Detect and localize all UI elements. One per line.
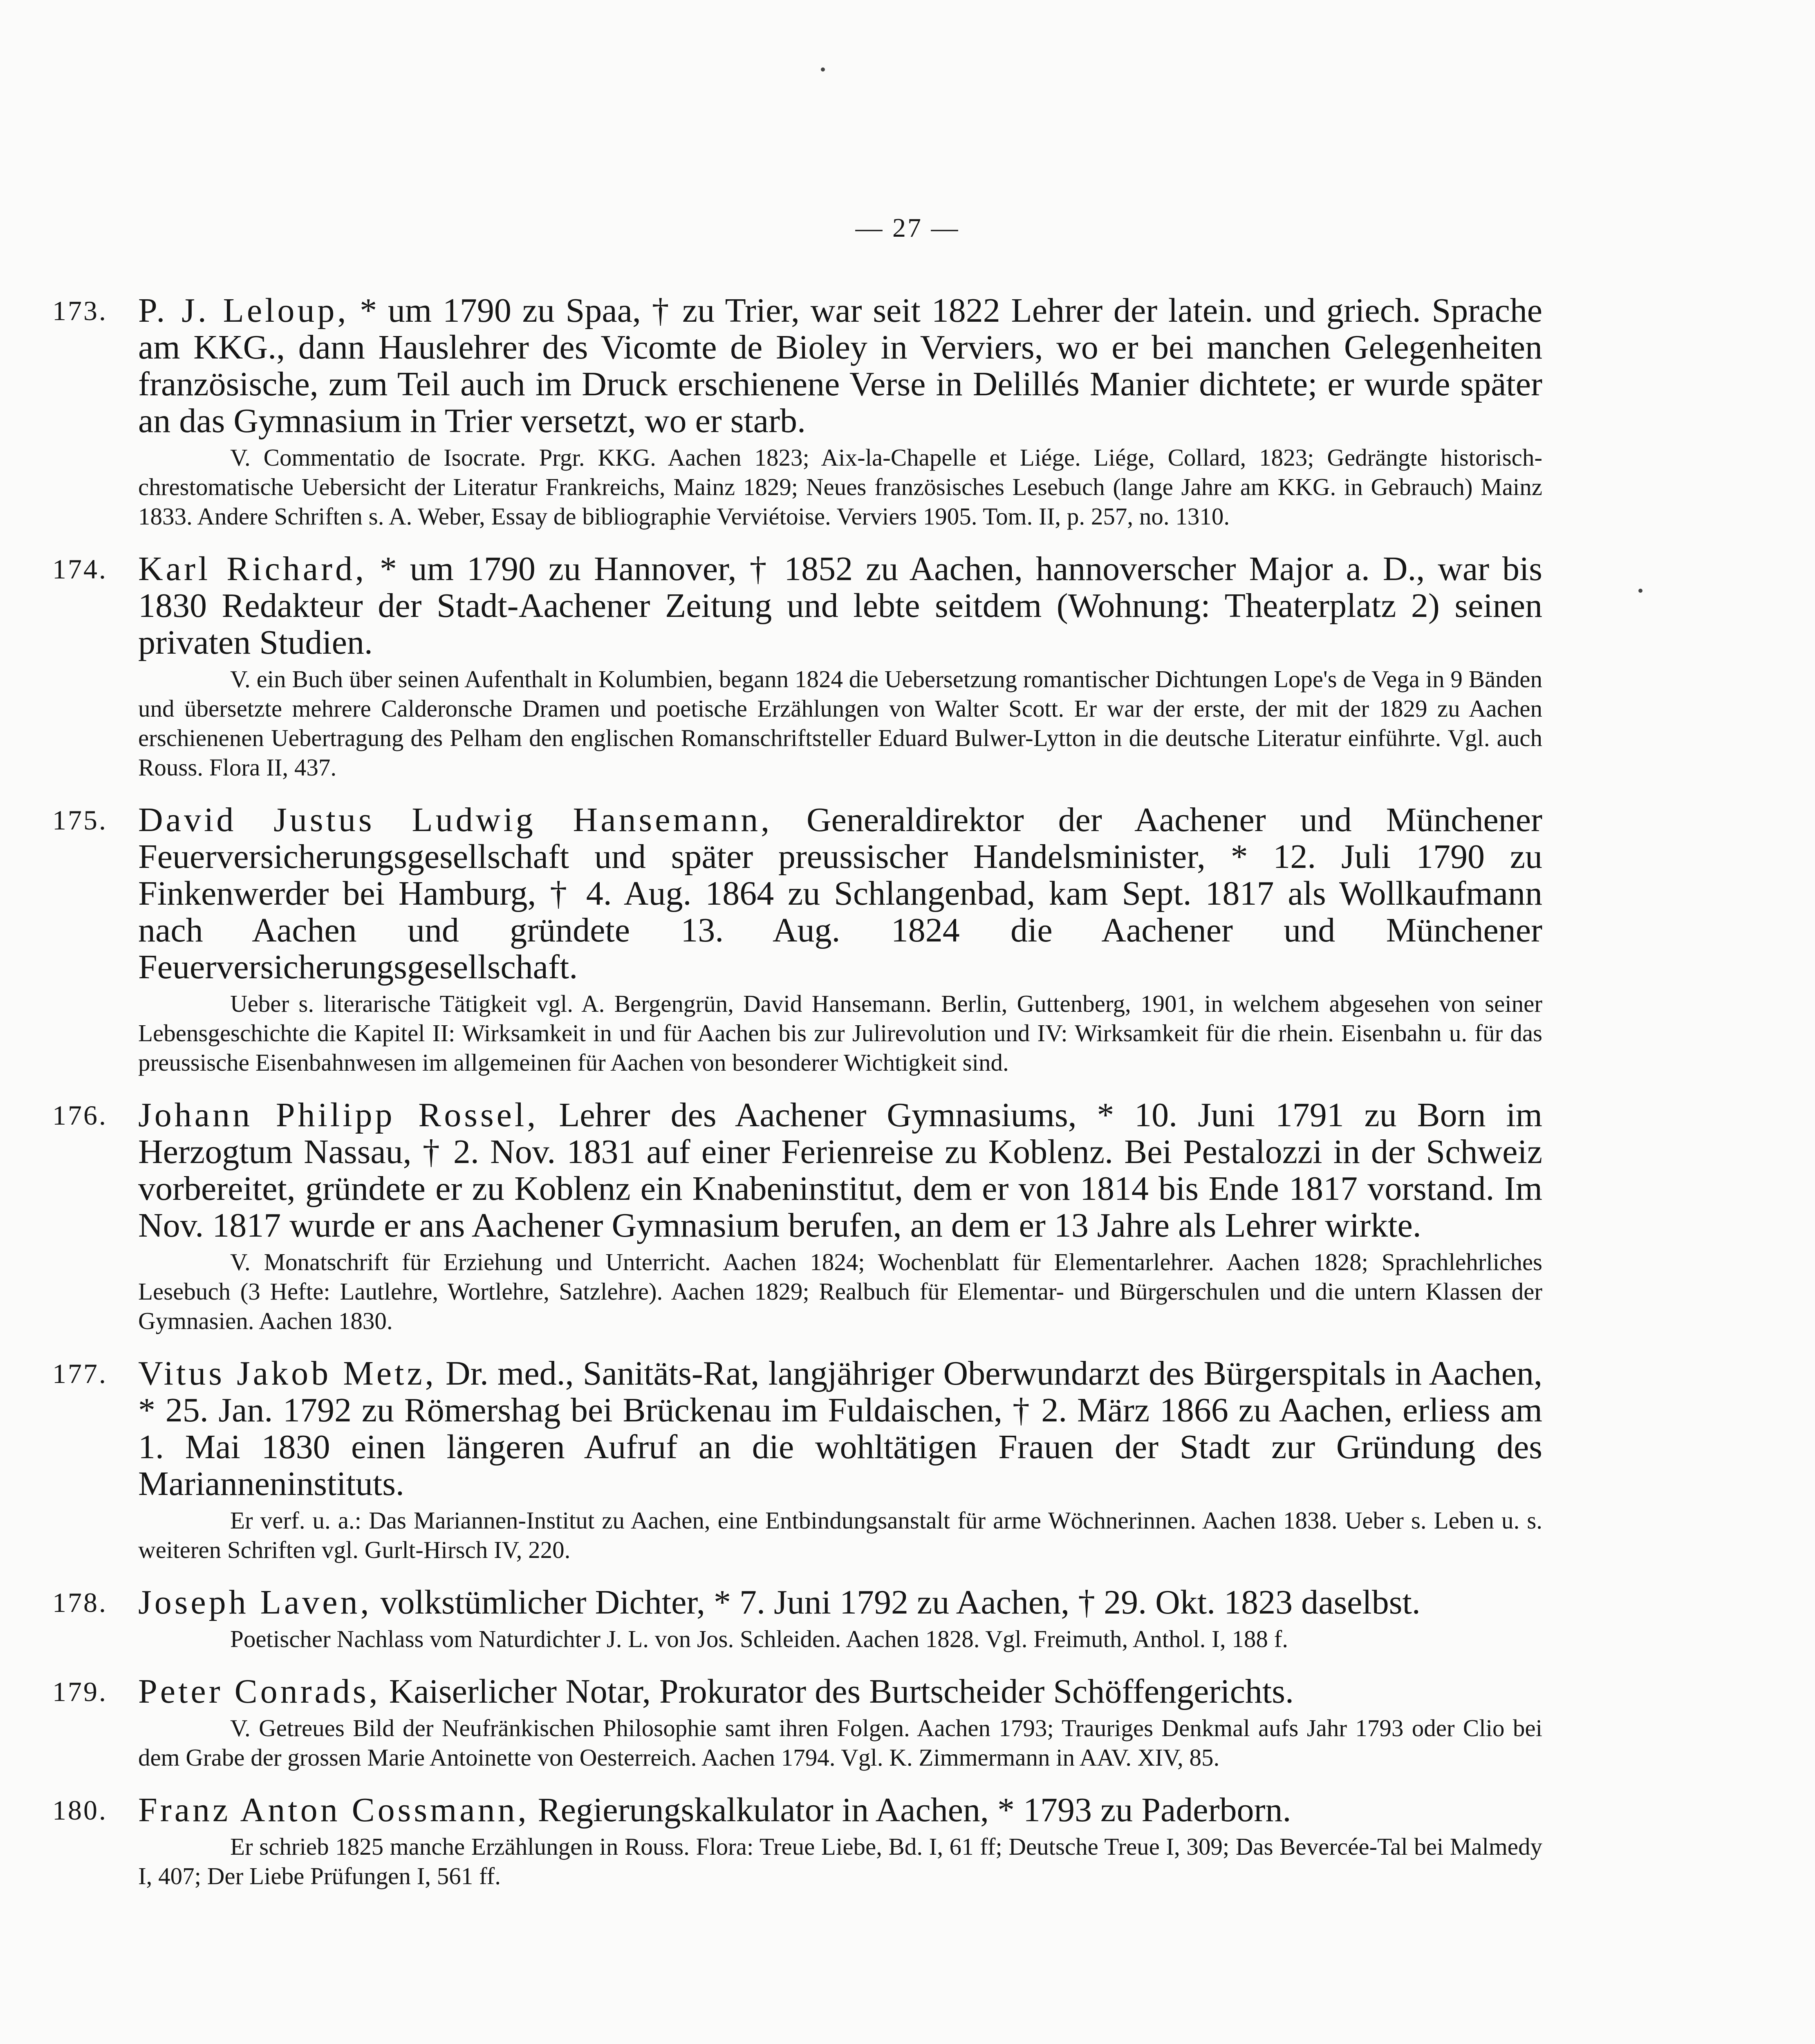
entry-text	[138, 1584, 1542, 1621]
entry-number: 178.	[52, 1587, 108, 1618]
person-name: P. J. Leloup,	[138, 291, 349, 329]
entry-text	[138, 1097, 1542, 1244]
entry-number: 180.	[52, 1795, 108, 1826]
entry-body: volkstümlicher Dichter, * 7. Juni 1792 zu Aachen, † 29. Okt. 1823 daselbst.	[380, 1583, 1421, 1621]
entry-number: 173.	[52, 295, 108, 326]
entry-note: V. Commentatio de Isocrate. Prgr. KKG. Aachen 1823; Aix-la-Chapelle et Liége. Liége, Collard, 1823; Gedrängte historisch-chrestomatische Uebersicht der Literatur Frankreichs, Mainz 1829; Neues französisches Lesebuch (lange Jahre am KKG. in Gebrauch) Mainz 1833. Andere Schriften s. A. Weber, Essay de bibliographie Verviétoise. Verviers 1905. Tom. II, p. 257, no. 1310.	[138, 444, 1542, 530]
entry-number: 177.	[52, 1358, 108, 1389]
entry-body: Regierungskalkulator in Aachen, * 1793 zu Paderborn.	[538, 1791, 1291, 1829]
entry-body: Generaldirektor der Aachener und Münchener Feuerversicherungsgesellschaft und später preussischer Handelsminister, * 12. Juli 1790 zu Finkenwerder bei Hamburg, † 4. Aug. 1864 zu Schlangenbad, kam Sept. 1817 als Wollkaufmann nach Aachen und gründete 13. Aug. 1824 die Aachener und Münchener Feuerversicherungsgesellschaft.	[138, 801, 1542, 986]
entry-list	[52, 292, 1542, 1910]
entry-note: Er schrieb 1825 manche Erzählungen in Rouss. Flora: Treue Liebe, Bd. I, 61 ff; Deutsche Treue I, 309; Das Bevercée-Tal bei Malmedy I, 407; Der Liebe Prüfungen I, 561 ff.	[138, 1833, 1542, 1889]
scan-speck	[821, 67, 825, 72]
entry-text	[138, 802, 1542, 986]
person-name: Karl Richard,	[138, 550, 367, 588]
entry-number: 176.	[52, 1100, 108, 1131]
person-name: Vitus Jakob Metz,	[138, 1354, 437, 1392]
entry-text	[138, 551, 1542, 661]
entry-note: Er verf. u. a.: Das Mariannen-Institut zu Aachen, eine Entbindungsanstalt für arme Wöchnerinnen. Aachen 1838. Ueber s. Leben u. s. weiteren Schriften vgl. Gurlt-Hirsch IV, 220.	[138, 1507, 1542, 1563]
entry-178	[52, 1584, 1542, 1654]
entry-number: 179.	[52, 1676, 108, 1707]
entry-text	[138, 1792, 1542, 1829]
entry-number: 175.	[52, 805, 108, 836]
entry-number: 174.	[52, 554, 108, 585]
person-name: Johann Philipp Rossel,	[138, 1096, 539, 1134]
person-name: Joseph Laven,	[138, 1583, 372, 1621]
entry-note: V. ein Buch über seinen Aufenthalt in Kolumbien, begann 1824 die Uebersetzung romantischer Dichtungen Lope's de Vega in 9 Bänden und übersetzte mehrere Calderonsche Dramen und poetische Erzählungen von Walter Scott. Er war der erste, der mit der 1829 zu Aachen erschienenen Uebertragung des Pelham den englischen Romanschriftsteller Eduard Bulwer-Lytton in die deutsche Literatur einführte. Vgl. auch Rouss. Flora II, 437.	[138, 666, 1542, 781]
entry-body: * um 1790 zu Spaa, † zu Trier, war seit 1822 Lehrer der latein. und griech. Sprache am KKG., dann Hauslehrer des Vicomte de Bioley in Verviers, wo er bei manchen Gelegenheiten französische, zum Teil auch im Druck erschienene Verse in Delillés Manier dichtete; er wurde später an das Gymnasium in Trier versetzt, wo er starb.	[138, 291, 1543, 440]
person-name: Franz Anton Cossmann,	[138, 1791, 529, 1829]
entry-173	[52, 292, 1542, 531]
entry-body: Kaiserlicher Notar, Prokurator des Burtscheider Schöffengerichts.	[389, 1672, 1294, 1710]
entry-note: V. Getreues Bild der Neufränkischen Philosophie samt ihren Folgen. Aachen 1793; Trauriges Denkmal aufs Jahr 1793 oder Clio bei dem Grabe der grossen Marie Antoinette von Oesterreich. Aachen 1794. Vgl. K. Zimmermann in AAV. XIV, 85.	[138, 1715, 1542, 1771]
entry-text	[138, 1355, 1542, 1502]
entry-177	[52, 1355, 1542, 1564]
person-name: David Justus Ludwig Hansemann,	[138, 801, 773, 839]
entry-180	[52, 1792, 1542, 1891]
entry-note: Ueber s. literarische Tätigkeit vgl. A. Bergengrün, David Hansemann. Berlin, Guttenberg, 1901, in welchem abgesehen von seiner Lebensgeschichte die Kapitel II: Wirksamkeit in und für Aachen bis zur Julirevolution und IV: Wirksamkeit für die rhein. Eisenbahn u. für das preussische Eisenbahnwesen im allgemeinen für Aachen von besonderer Wichtigkeit sind.	[138, 990, 1542, 1076]
page-number: — 27 —	[855, 213, 960, 243]
entry-body: * um 1790 zu Hannover, † 1852 zu Aachen, hannoverscher Major a. D., war bis 1830 Redakteur der Stadt-Aachener Zeitung und lebte seitdem (Wohnung: Theaterplatz 2) seinen privaten Studien.	[138, 550, 1542, 661]
entry-175	[52, 802, 1542, 1077]
entry-174	[52, 551, 1542, 782]
entry-text	[138, 1673, 1542, 1710]
scan-speck	[1638, 589, 1642, 593]
entry-176	[52, 1097, 1542, 1336]
entry-text	[138, 292, 1542, 439]
entry-179	[52, 1673, 1542, 1772]
entry-note: V. Monatschrift für Erziehung und Unterricht. Aachen 1824; Wochenblatt für Elementarlehrer. Aachen 1828; Sprachlehrliches Lesebuch (3 Hefte: Lautlehre, Wortlehre, Satzlehre). Aachen 1829; Realbuch für Elementar- und Bürgerschulen und die untern Klassen der Gymnasien. Aachen 1830.	[138, 1248, 1542, 1334]
entry-note: Poetischer Nachlass vom Naturdichter J. L. von Jos. Schleiden. Aachen 1828. Vgl. Freimuth, Anthol. I, 188 f.	[230, 1625, 1288, 1652]
person-name: Peter Conrads,	[138, 1672, 381, 1710]
entry-body: Lehrer des Aachener Gymnasiums, * 10. Juni 1791 zu Born im Herzogtum Nassau, † 2. Nov. 1831 auf einer Ferienreise zu Koblenz. Bei Pestalozzi in der Schweiz vorbereitet, gründete er zu Koblenz ein Knabeninstitut, dem er von 1814 bis Ende 1817 vorstand. Im Nov. 1817 wurde er ans Aachener Gymnasium berufen, an dem er 13 Jahre als Lehrer wirkte.	[138, 1096, 1543, 1244]
entry-body: Dr. med., Sanitäts-Rat, langjähriger Oberwundarzt des Bürgerspitals in Aachen, * 25. Jan. 1792 zu Römershag bei Brückenau im Fuldaischen, † 2. März 1866 zu Aachen, erliess am 1. Mai 1830 einen längeren Aufruf an die wohltätigen Frauen der Stadt zur Gründung des Marianneninstituts.	[138, 1354, 1542, 1503]
